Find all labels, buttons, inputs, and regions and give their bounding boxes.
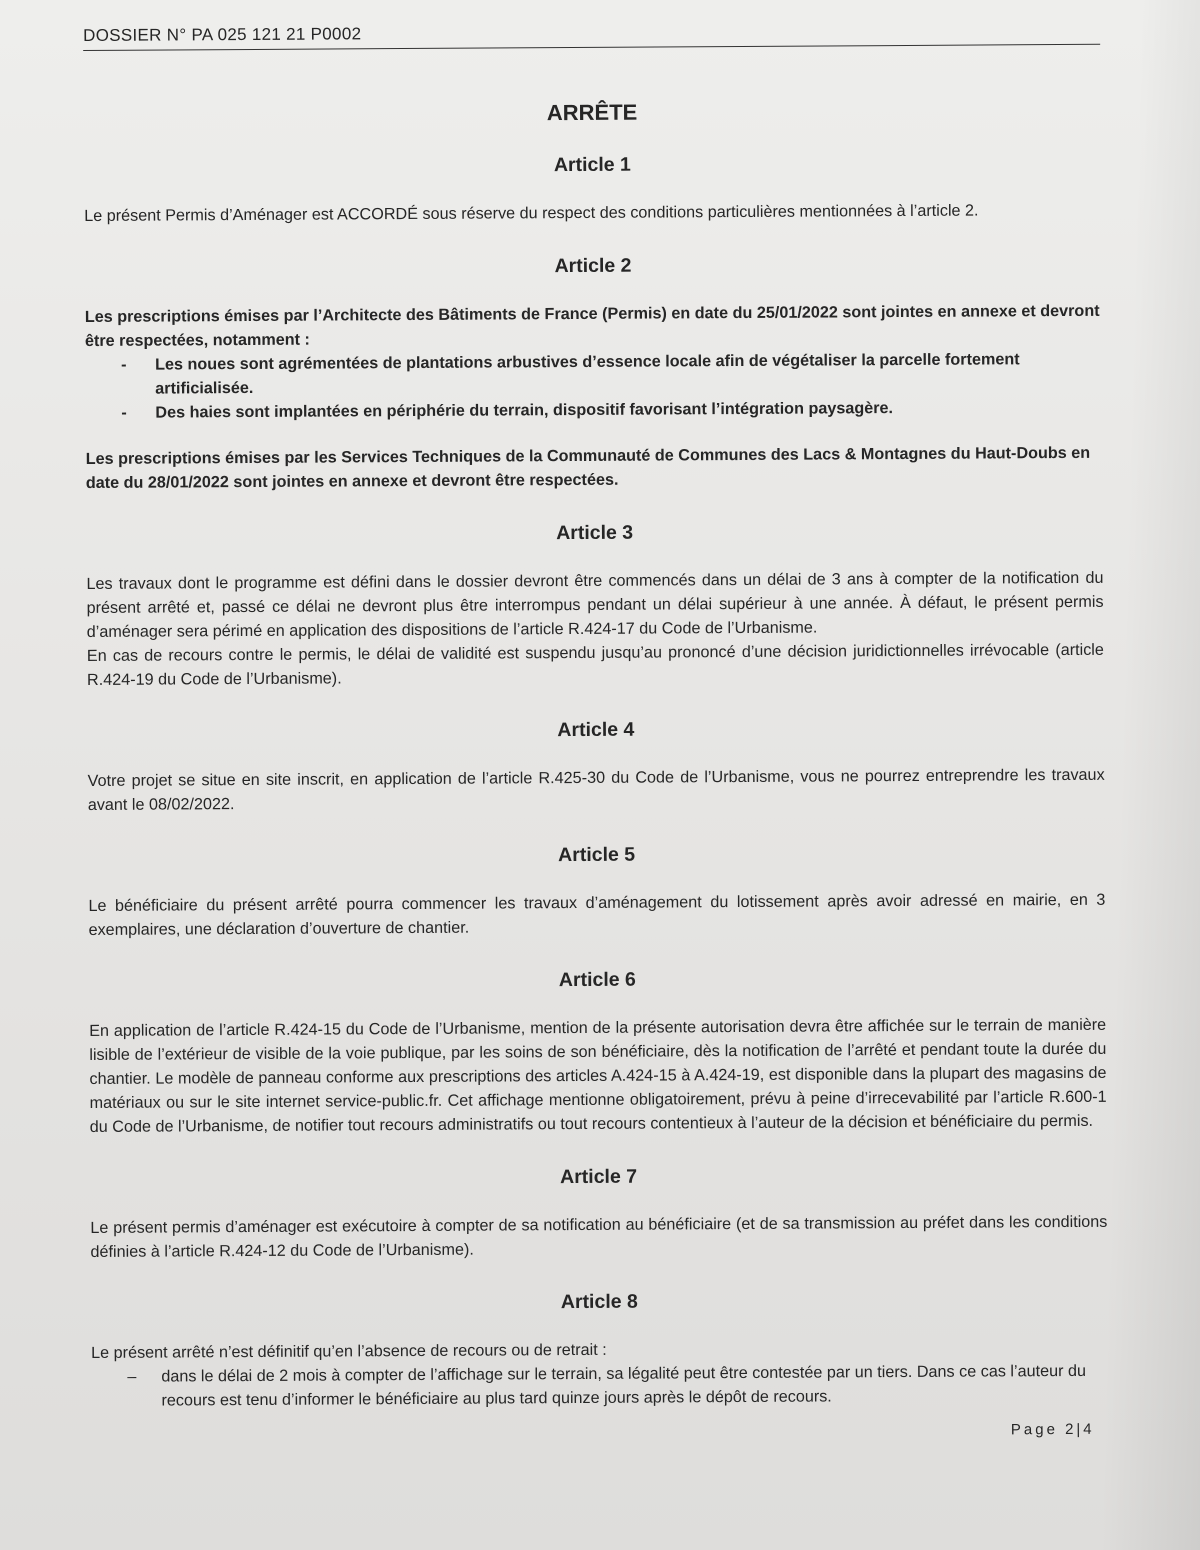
article-2 <box>84 252 1102 495</box>
list-item: - Les noues sont agrémentées de plantations arbustives d’essence locale afin de végétaliser la parcelle fortement artificialisée. <box>85 347 1102 401</box>
article-7 <box>90 1163 1108 1264</box>
prescription-list <box>85 347 1102 425</box>
article-text: Le présent arrêté n’est définitif qu’en l’absence de recours ou de retrait : <box>91 1340 607 1362</box>
article-text: Le présent permis d’aménager est exécutoire à compter de sa notification au bénéficiaire (et de sa transmission au préfet dans les conditions définies à l’article R.424-12 du Code de l’Urbanisme). <box>90 1212 1108 1261</box>
page-number: Page 2|4 <box>1010 1420 1095 1439</box>
article-1 <box>84 151 1101 228</box>
article-text: Votre projet se situe en site inscrit, en application de l’article R.425-30 du Code de l’Urbanisme, vous ne pourrez entreprendre les travaux avant le 08/02/2022. <box>87 765 1105 814</box>
article-text: En application de l’article R.424-15 du Code de l’Urbanisme, mention de la présente autorisation devra être affichée sur le terrain de manière lisible de l’extérieur de visible de la voie publique, par les soins de son bénéficiaire, dès la notification de l’arrêté et pendant toute la durée du chantier. Le modèle de panneau conforme aux prescriptions des articles A.424-15 à A.424-19, est disponible dans la plupart des magasins de matériaux ou sur le site internet service-public.fr. Cet affichage mentionne obligatoirement, prévu à peine d’irrecevabilité par l’article R.600-1 du Code de l’Urbanisme, de notifier tout recours administratifs ou tout recours contentieux à l’auteur de la décision et bénéficiaire du permis. <box>89 1015 1107 1136</box>
article-heading: Article 7 <box>560 1165 638 1189</box>
page-content <box>83 14 1109 1444</box>
article-8 <box>91 1288 1109 1413</box>
article-heading: Article 6 <box>558 968 636 992</box>
article-text: Les prescriptions émises par l’Architecte des Bâtiments de France (Permis) en date du 25/01/2022 sont jointes en annexe et devront être respectées, notamment : <box>84 301 1100 350</box>
document-title: ARRÊTE <box>546 99 638 126</box>
article-text: Les prescriptions émises par les Services Techniques de la Communauté de Communes des Lacs & Montagnes du Haut-Doubs en date du 28/01/2022 sont jointes en annexe et devront être respectées. <box>85 443 1091 492</box>
article-text: Le bénéficiaire du présent arrêté pourra commencer les travaux d’aménagement du lotissement après avoir adressé en mairie, en 3 exemplaires, une déclaration d’ouverture de chantier. <box>88 890 1106 939</box>
article-heading: Article 4 <box>557 718 635 742</box>
article-6 <box>89 966 1107 1139</box>
condition-list <box>91 1359 1108 1413</box>
article-3 <box>86 519 1104 692</box>
article-heading: Article 8 <box>560 1290 638 1314</box>
article-text: En cas de recours contre le permis, le délai de validité est suspendu jusqu’au prononcé d’une décision juridictionnelles irrévocable (article R.424-19 du Code de l’Urbanisme). <box>86 640 1104 689</box>
article-heading: Article 5 <box>558 843 636 867</box>
article-heading: Article 3 <box>556 521 634 545</box>
article-4 <box>87 716 1105 817</box>
list-item: - Des haies sont implantées en périphérie du terrain, dispositif favorisant l’intégration paysagère. <box>85 395 1102 425</box>
article-5 <box>88 841 1106 942</box>
article-text: Les travaux dont le programme est défini dans le dossier devront être commencés dans un délai de 3 ans à compter de la notification du présent arrêté et, passé ce délai ne devront plus être interrompus pendant un délai supérieur à une année. À défaut, le présent permis d’aménager sera périmé en application des dispositions de l’article R.424-17 du Code de l’Urbanisme. <box>86 568 1104 641</box>
list-item: – dans le délai de 2 mois à compter de l’affichage sur le terrain, sa légalité peut être contestée par un tiers. Dans ce cas l’auteur du recours est tenu d’informer le bénéficiaire au plus tard quinze jours après le dépôt de recours. <box>91 1359 1108 1413</box>
article-heading: Article 2 <box>554 254 632 278</box>
article-heading: Article 1 <box>553 153 631 177</box>
article-text: Le présent Permis d’Aménager est ACCORDÉ sous réserve du respect des conditions particulières mentionnées à l’article 2. <box>84 201 979 225</box>
dossier-header: DOSSIER N° PA 025 121 21 P0002 <box>83 14 1100 51</box>
